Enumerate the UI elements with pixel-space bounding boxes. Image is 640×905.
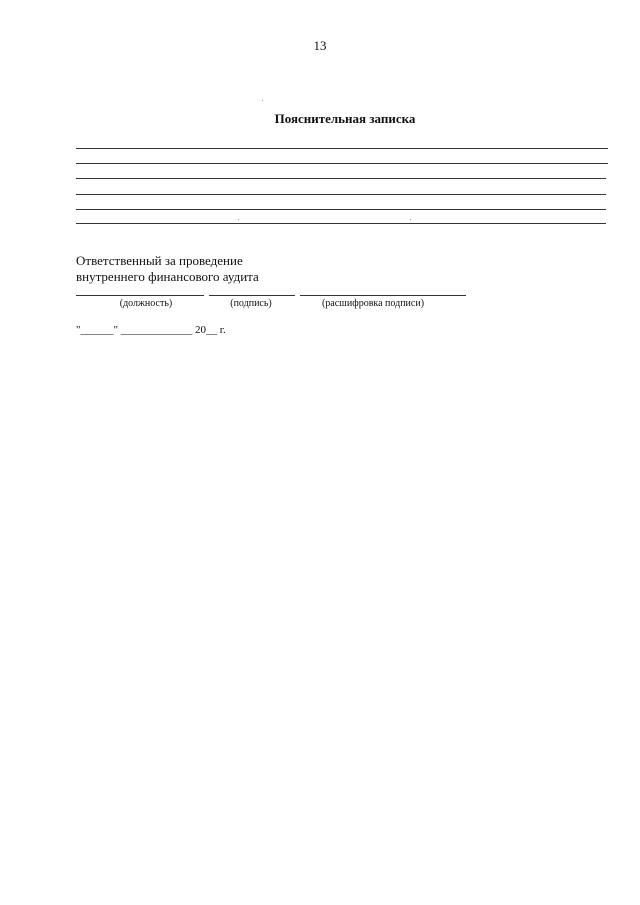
note-line <box>76 194 606 195</box>
signature-line <box>209 295 295 296</box>
page-number: 13 <box>313 38 327 53</box>
position-caption: (должность) <box>119 298 173 309</box>
scan-speck <box>238 219 239 220</box>
signature-caption: (подпись) <box>230 298 272 309</box>
name-decoding-line <box>300 295 466 296</box>
responsible-line-2: внутреннего финансового аудита <box>76 269 259 284</box>
note-line <box>76 209 606 210</box>
position-signature-line <box>76 295 204 296</box>
note-line <box>76 163 608 164</box>
scan-speck <box>410 219 411 220</box>
decoding-caption: (расшифровка подписи) <box>321 298 425 309</box>
responsible-line-1: Ответственный за проведение <box>76 253 243 268</box>
note-line <box>76 148 608 149</box>
date-line: "______" _____________ 20__ г. <box>76 324 226 336</box>
note-line <box>76 223 606 224</box>
note-line <box>76 178 606 179</box>
scan-speck <box>262 100 263 101</box>
responsible-person-label <box>76 253 259 285</box>
document-title: Пояснительная записка <box>274 111 416 126</box>
